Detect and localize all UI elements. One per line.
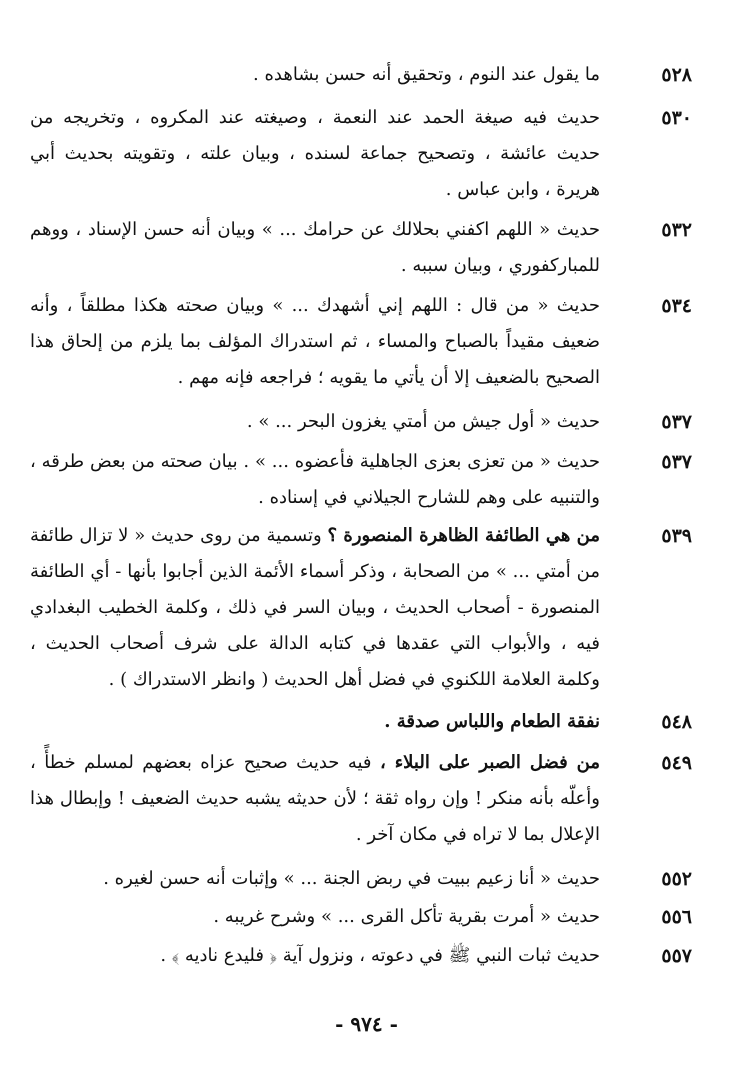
index-entry	[30, 57, 692, 93]
entry-number: ٥٢٨	[661, 64, 692, 86]
entry-number: ٥٤٩	[661, 752, 692, 774]
entry-text: ما يقول عند النوم ، وتحقيق أنه حسن بشاهده .	[253, 64, 600, 85]
entry-number: ٥٣٠	[661, 107, 692, 129]
index-entry	[30, 745, 692, 853]
entry-text: حديث « أمرت بقرية تأكل القرى ... » وشرح غريبه .	[213, 906, 600, 927]
entry-text: من فضل الصبر على البلاء ، فيه حديث صحيح عزاه بعضهم لمسلم خطأً ، وأعلّه بأنه منكر ! وإن رواه ثقة ؛ لأن حديثه يشبه حديث الضعيف ! وإبطال هذا الإعلال بما لا تراه في مكان آخر .	[30, 752, 600, 845]
entry-text: حديث « أنا زعيم ببيت في ربض الجنة ... » وإثبات أنه حسن لغيره .	[103, 868, 600, 889]
entry-text: حديث « اللهم اكفني بحلالك عن حرامك ... » وبيان أنه حسن الإسناد ، ووهم للمباركفوري ، وبيان سببه .	[30, 219, 600, 276]
entry-number: ٥٥٦	[661, 906, 692, 928]
entry-text	[30, 704, 600, 740]
entry-number: ٥٤٨	[661, 711, 692, 733]
page-number: - ٩٧٤ -	[335, 1012, 398, 1036]
index-entry	[30, 518, 692, 698]
entry-number: ٥٣٧	[661, 411, 692, 433]
entry-text: حديث فيه صيغة الحمد عند النعمة ، وصيغته عند المكروه ، وتخريجه من حديث عائشة ، وتصحيح جماعة لسنده ، وبيان علته ، وتقويته بحديث أبي هريرة ، وابن عباس .	[30, 107, 600, 200]
entry-text: من هي الطائفة الظاهرة المنصورة ؟ وتسمية من روى حديث « لا تزال طائفة من أمتي ... » من الصحابة ، وذكر أسماء الأئمة الذين أجابوا بأنها - أي الطائفة المنصورة - أصحاب الحديث ، وبيان السر في ذلك ، وكلمة الخطيب البغدادي فيه ، والأبواب التي عقدها في كتابه الدالة على شرف أصحاب الحديث ، وكلمة العلامة اللكنوي في فضل أهل الحديث ( وانظر الاستدراك ) .	[30, 525, 600, 690]
entry-heading: نفقة الطعام واللباس صدقة .	[384, 711, 600, 732]
entry-text: حديث « من تعزى بعزى الجاهلية فأعضوه ... » . بيان صحته من بعض طرقه ، والتنبيه على وهم للشارح الجيلاني في إسناده .	[30, 451, 600, 508]
entry-number: ٥٣٤	[661, 295, 692, 317]
entry-heading: من هي الطائفة الظاهرة المنصورة ؟	[327, 525, 600, 546]
index-entry	[30, 212, 692, 284]
entry-number: ٥٥٧	[661, 945, 692, 967]
index-entry	[30, 704, 692, 740]
index-entry	[30, 100, 692, 208]
entry-text: حديث « من قال : اللهم إني أشهدك ... » وبيان صحته هكذا مطلقاً ، وأنه ضعيف مقيداً بالصباح والمساء ، ثم استدراك المؤلف بما يلزم من إلحاق هذا الصحيح بالضعيف إلا أن يأتي ما يقويه ؛ فراجعه فإنه مهم .	[30, 295, 600, 388]
entry-number: ٥٣٩	[661, 525, 692, 547]
entry-number: ٥٣٢	[661, 219, 692, 241]
index-entry	[30, 861, 692, 897]
entry-number: ٥٥٢	[661, 868, 692, 890]
index-entry	[30, 899, 692, 935]
index-entry	[30, 288, 692, 396]
entry-text: حديث ثبات النبي ﷺ في دعوته ، ونزول آية ﴿ فليدع ناديه ﴾ .	[160, 945, 600, 966]
entry-text: حديث « أول جيش من أمتي يغزون البحر ... » .	[246, 411, 600, 432]
entry-number: ٥٣٧	[661, 451, 692, 473]
index-entry	[30, 938, 692, 974]
index-entry	[30, 444, 692, 516]
index-entry	[30, 404, 692, 440]
entry-heading: من فضل الصبر على البلاء ،	[379, 752, 600, 773]
